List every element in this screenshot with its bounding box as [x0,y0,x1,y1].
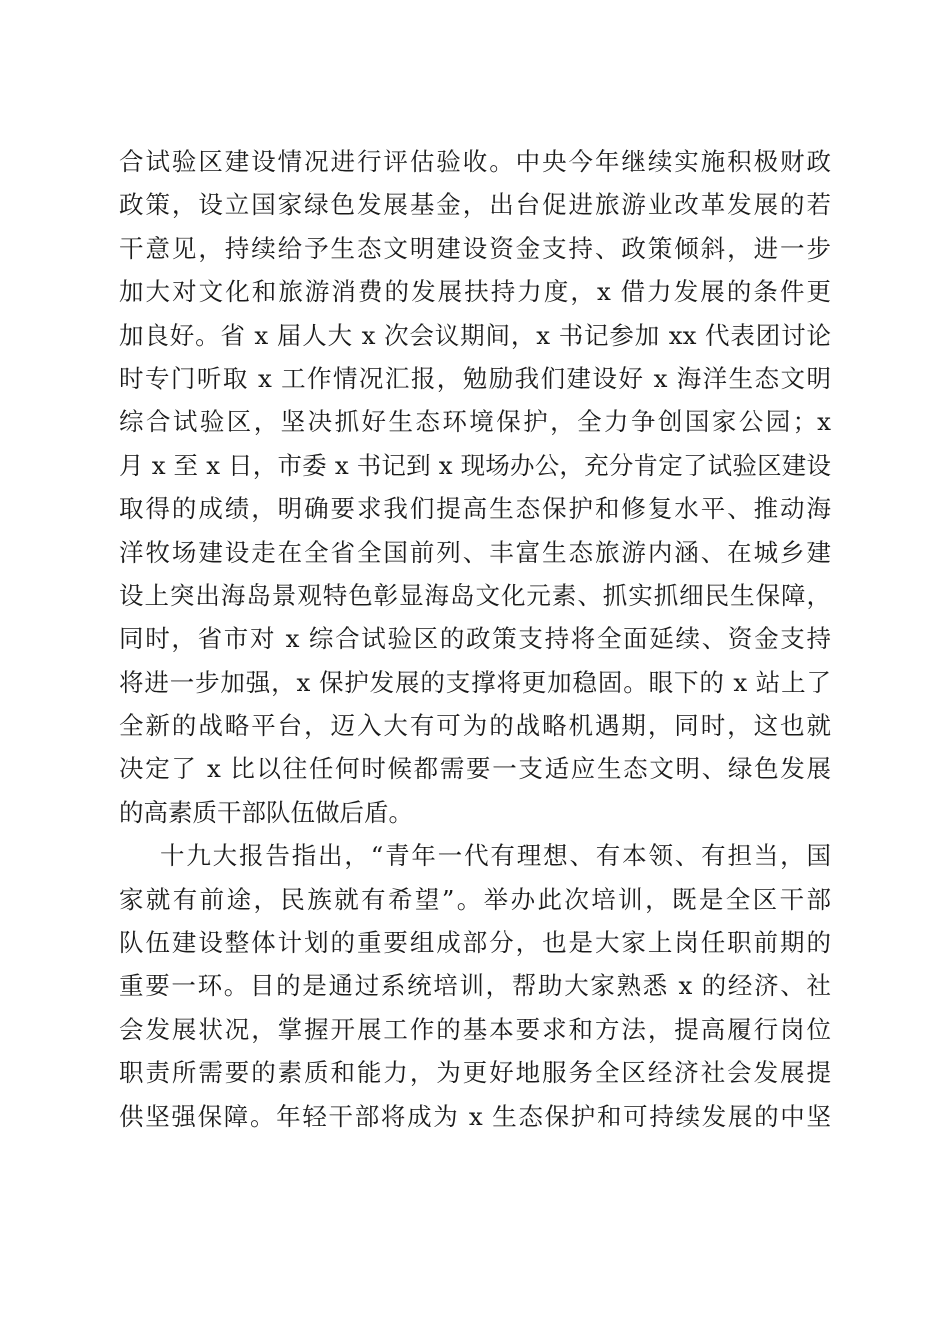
paragraph-2 [119,834,831,1138]
text-line: 时专门听取 x 工作情况汇报，勉励我们建设好 x 海洋生态文明 [119,363,831,393]
text-line: 干意见，持续给予生态文明建设资金支持、政策倾斜，进一步 [119,233,831,263]
text-line: 设上突出海岛景观特色彰显海岛文化元素、抓实抓细民生保障， [119,580,831,610]
text-line: 月 x 至 x 日，市委 x 书记到 x 现场办公，充分肯定了试验区建设 [119,450,831,480]
text-line: 全新的战略平台，迈入大有可为的战略机遇期，同时，这也就 [119,711,831,741]
text-line: 队伍建设整体计划的重要组成部分，也是大家上岗任职前期的 [119,928,831,958]
text-line: 职责所需要的素质和能力，为更好地服务全区经济社会发展提 [119,1058,831,1088]
text-line: 家就有前途，民族就有希望”。举办此次培训，既是全区干部 [119,884,831,914]
text-line: 供坚强保障。年轻干部将成为 x 生态保护和可持续发展的中坚 [119,1101,831,1131]
text-line: 合试验区建设情况进行评估验收。中央今年继续实施积极财政 [119,147,831,176]
text-line: 将进一步加强，x 保护发展的支撑将更加稳固。眼下的 x 站上了 [119,667,831,697]
text-line: 取得的成绩，明确要求我们提高生态保护和修复水平、推动海 [119,494,831,524]
text-line: 会发展状况，掌握开展工作的基本要求和方法，提高履行岗位 [119,1014,831,1044]
text-line: 综合试验区，坚决抓好生态环境保护，全力争创国家公园；x [119,407,831,437]
paragraph-1 [119,140,831,834]
document-body [119,140,831,1138]
text-line: 政策，设立国家绿色发展基金，出台促进旅游业改革发展的若 [119,190,831,220]
text-line: 洋牧场建设走在全省全国前列、丰富生态旅游内涵、在城乡建 [119,537,831,567]
text-line: 决定了 x 比以往任何时候都需要一支适应生态文明、绿色发展 [119,754,831,784]
text-line: 同时，省市对 x 综合试验区的政策支持将全面延续、资金支持 [119,624,831,654]
text-line: 加大对文化和旅游消费的发展扶持力度，x 借力发展的条件更 [119,277,831,307]
text-line: 重要一环。目的是通过系统培训，帮助大家熟悉 x 的经济、社 [119,971,831,1001]
text-line: 加良好。省 x 届人大 x 次会议期间，x 书记参加 xx 代表团讨论 [119,320,831,350]
text-line: 的高素质干部队伍做后盾。 [119,797,413,827]
text-line: 十九大报告指出，“青年一代有理想、有本领、有担当，国 [160,841,831,871]
